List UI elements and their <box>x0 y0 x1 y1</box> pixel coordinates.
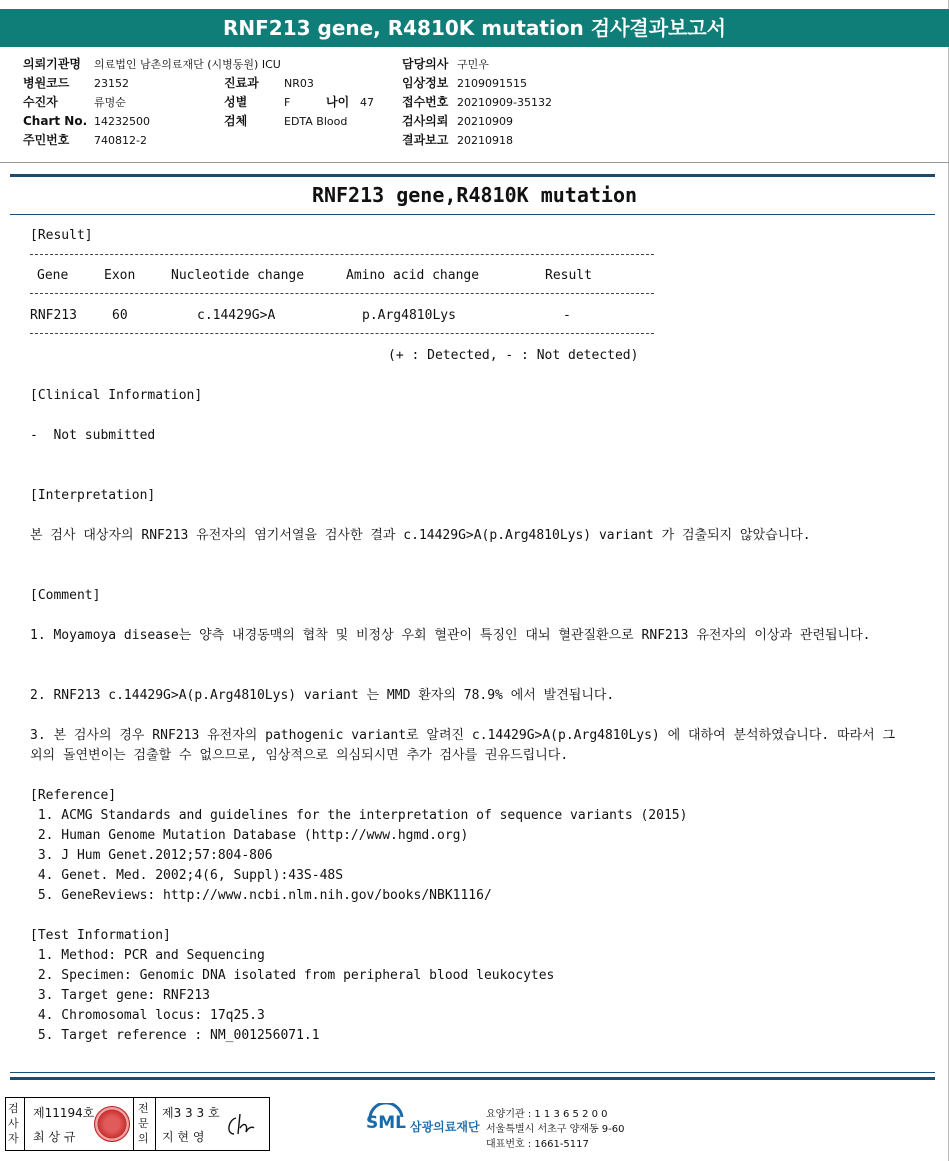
table-rule-top <box>30 254 654 255</box>
report-banner <box>0 9 949 47</box>
report-date-value: 20210918 <box>457 134 513 147</box>
result-heading: [Result] <box>30 228 93 243</box>
receipt-no-value: 20210909-35132 <box>457 96 552 109</box>
footer-thick-rule <box>10 1077 935 1080</box>
clinical-info-label: 임상정보 <box>402 76 449 90</box>
signature-icon <box>224 1110 260 1140</box>
specimen-label: 검체 <box>224 114 248 128</box>
requesting-org-label: 의뢰기관명 <box>23 57 81 71</box>
patient-info-col2 <box>224 55 374 131</box>
result-legend: (+ : Detected, - : Not detected) <box>388 348 639 363</box>
test-info-1: 1. Method: PCR and Sequencing <box>30 948 265 963</box>
table-rule-mid <box>30 293 654 294</box>
test-info-4: 4. Chromosomal locus: 17q25.3 <box>30 1008 265 1023</box>
interpretation-heading: [Interpretation] <box>30 488 156 503</box>
sex-value: F <box>284 96 291 109</box>
comment-1: 1. Moyamoya disease는 양측 내경동맥의 협착 및 비정상 우회 혈관이 특징인 대뇌 혈관질환으로 RNF213 유전자의 이상과 관련됩니다. <box>30 628 871 643</box>
hospital-code-value: 23152 <box>94 77 129 90</box>
patient-name-value: 류명순 <box>94 96 126 109</box>
hospital-code-label: 병원코드 <box>23 76 70 90</box>
department-label: 진료과 <box>224 76 259 90</box>
org-name: 삼광의료재단 <box>410 1120 480 1134</box>
chart-no-value: 14232500 <box>94 115 150 128</box>
reference-3: 3. J Hum Genet.2012;57:804-806 <box>30 848 273 863</box>
report-date-label: 결과보고 <box>402 133 449 147</box>
cell-result: - <box>563 308 571 323</box>
sig-divider-2 <box>133 1097 134 1151</box>
inspector-label: 검사자 <box>8 1102 19 1145</box>
inspector-name: 최 상 규 <box>33 1130 76 1144</box>
header-divider <box>0 162 949 163</box>
footer-top-rule <box>10 1072 935 1073</box>
doctor-label: 담당의사 <box>402 57 449 71</box>
sex-label: 성별 <box>224 95 248 109</box>
test-info-3: 3. Target gene: RNF213 <box>30 988 211 1003</box>
department-value: NR03 <box>284 77 314 90</box>
clinical-text: - Not submitted <box>30 428 156 443</box>
col-header-exon: Exon <box>104 268 136 283</box>
clinical-info-value: 2109091515 <box>457 77 527 90</box>
comment-2: 2. RNF213 c.14429G>A(p.Arg4810Lys) variant 는 MMD 환자의 78.9% 에서 발견됩니다. <box>30 688 615 703</box>
test-info-2: 2. Specimen: Genomic DNA isolated from peripheral blood leukocytes <box>30 968 555 983</box>
request-date-label: 검사의뢰 <box>402 114 449 128</box>
reference-1: 1. ACMG Standards and guidelines for the interpretation of sequence variants (2015) <box>30 808 688 823</box>
sml-logo-text: SML <box>366 1113 406 1133</box>
col-header-amino: Amino acid change <box>346 268 480 283</box>
title-bottom-rule <box>10 214 935 215</box>
age-label: 나이 <box>326 95 350 109</box>
title-top-rule <box>10 174 935 177</box>
clinical-heading: [Clinical Information] <box>30 388 203 403</box>
comment-heading: [Comment] <box>30 588 101 603</box>
chart-no-label: Chart No. <box>23 114 88 128</box>
official-seal-icon <box>94 1106 130 1142</box>
reference-heading: [Reference] <box>30 788 117 803</box>
age-value: 47 <box>360 96 374 109</box>
col-header-result: Result <box>545 268 592 283</box>
org-phone: 대표번호 : 1661-5117 <box>486 1139 589 1150</box>
receipt-no-label: 접수번호 <box>402 95 449 109</box>
reference-5: 5. GeneReviews: http://www.ncbi.nlm.nih.gov/books/NBK1116/ <box>30 888 492 903</box>
cell-nucleotide: c.14429G>A <box>197 308 276 323</box>
sig-divider-3 <box>155 1097 156 1151</box>
org-code: 요양기관 : 1 1 3 6 5 2 0 0 <box>486 1109 608 1120</box>
reference-4: 4. Genet. Med. 2002;4(6, Suppl):43S-48S <box>30 868 344 883</box>
specialist-label: 전문의 <box>138 1102 149 1145</box>
specimen-value: EDTA Blood <box>284 115 348 128</box>
sig-divider-1 <box>24 1097 25 1151</box>
doctor-value: 구민우 <box>457 58 489 71</box>
banner-title: RNF213 gene, R4810K mutation 검사결과보고서 <box>222 16 726 40</box>
requesting-org-value: 의료법인 남촌의료재단 (시병동원) ICU <box>94 58 281 71</box>
inspector-no: 제11194호 <box>33 1106 95 1120</box>
org-address: 서울특별시 서초구 양재동 9-60 <box>486 1124 625 1135</box>
interpretation-text: 본 검사 대상자의 RNF213 유전자의 염기서열을 검사한 결과 c.14429G>A(p.Arg4810Lys) variant 가 검출되지 않았습니다. <box>30 528 811 543</box>
col-header-nucleotide: Nucleotide change <box>171 268 305 283</box>
patient-name-label: 수진자 <box>23 95 58 109</box>
col-header-gene: Gene <box>37 268 69 283</box>
request-date-value: 20210909 <box>457 115 513 128</box>
cell-gene: RNF213 <box>30 308 77 323</box>
test-info-5: 5. Target reference : NM_001256071.1 <box>30 1028 320 1043</box>
specialist-name: 지 현 영 <box>162 1130 205 1144</box>
cell-exon: 60 <box>112 308 128 323</box>
test-info-heading: [Test Information] <box>30 928 171 943</box>
report-title: RNF213 gene,R4810K mutation <box>311 183 638 207</box>
comment-3: 3. 본 검사의 경우 RNF213 유전자의 pathogenic variant로 알려진 c.14429G>A(p.Arg4810Lys) 에 대하여 분석하였습니다. 따라서 그 외의 돌연변이는 검출할 수 없으므로, 임상적으로 의심되시면 추가 검사를 권유드립니다. <box>30 728 896 763</box>
specialist-no: 제3 3 3 호 <box>162 1106 220 1120</box>
resident-no-value: 740812-2 <box>94 134 147 147</box>
cell-amino: p.Arg4810Lys <box>362 308 456 323</box>
resident-no-label: 주민번호 <box>23 133 70 147</box>
patient-info-col3 <box>402 55 552 150</box>
table-rule-bottom <box>30 333 654 334</box>
reference-2: 2. Human Genome Mutation Database (http://www.hgmd.org) <box>30 828 469 843</box>
